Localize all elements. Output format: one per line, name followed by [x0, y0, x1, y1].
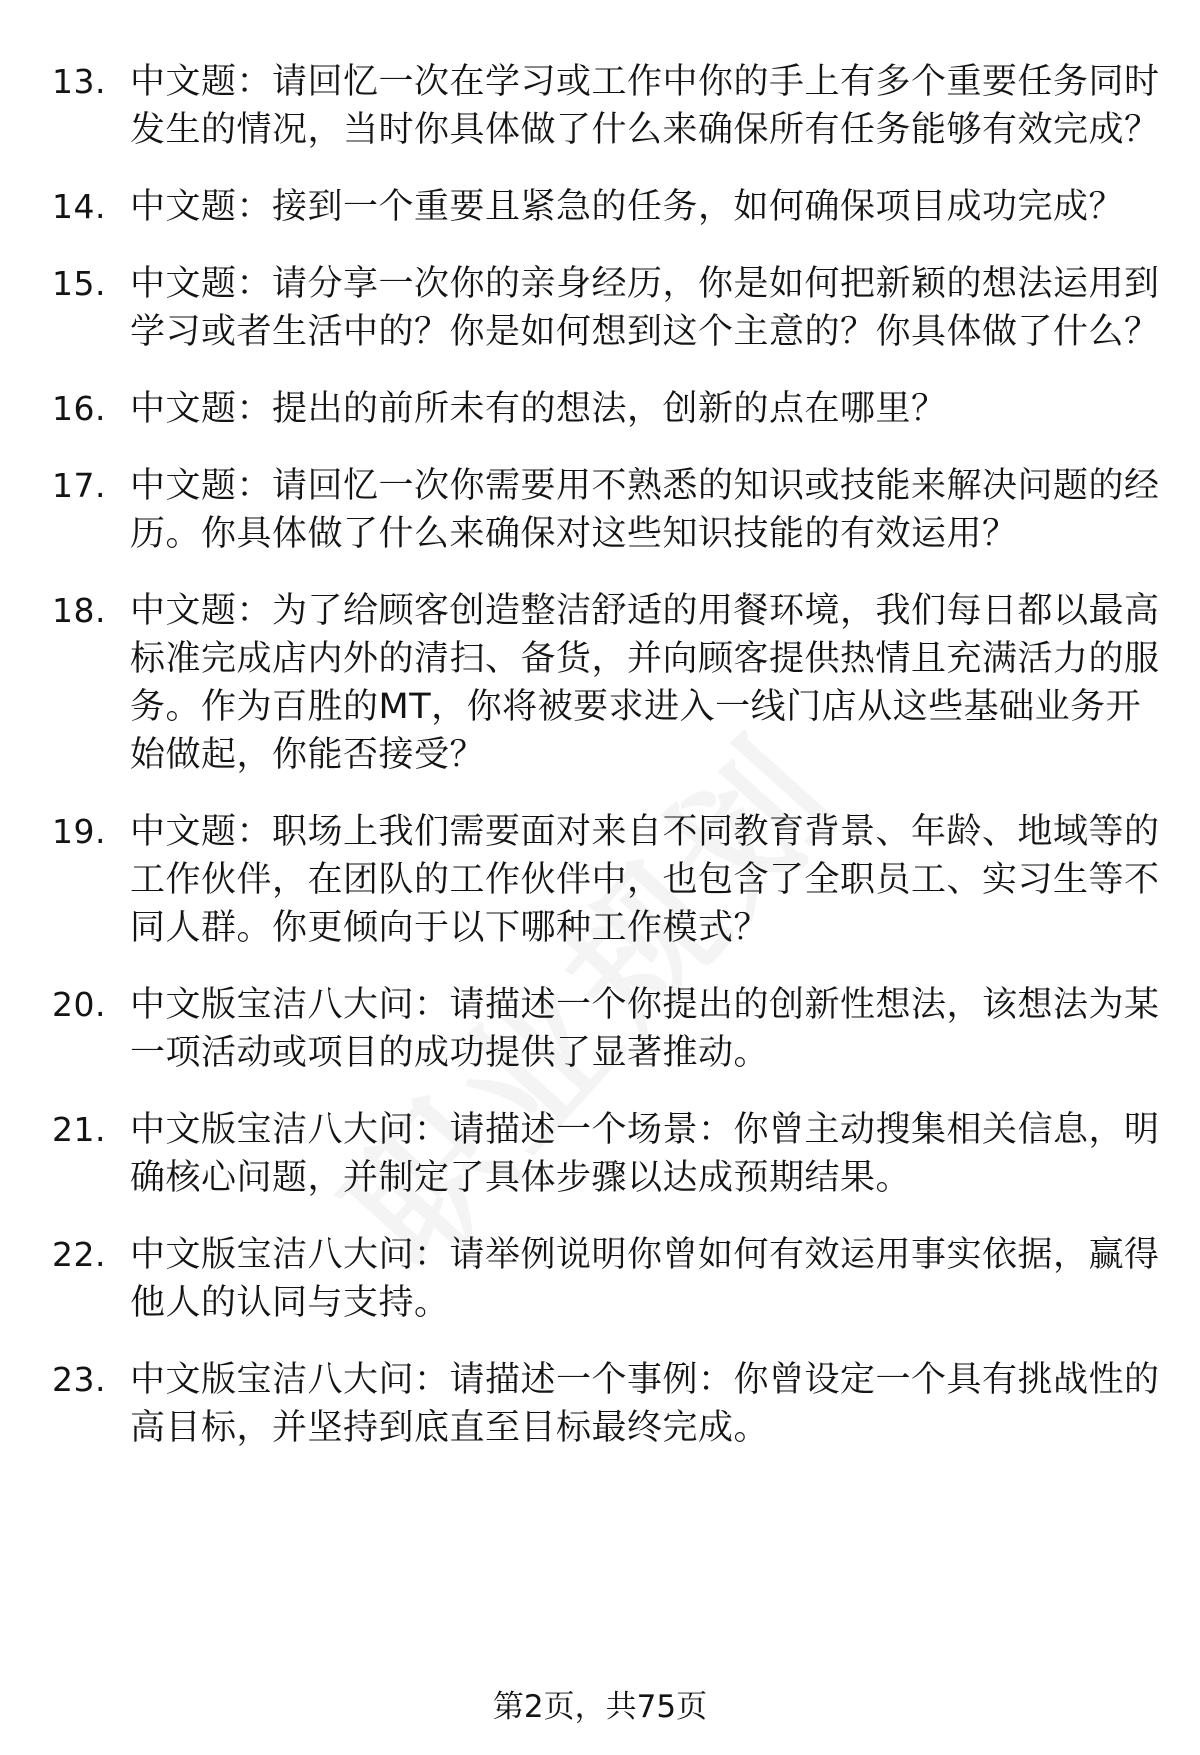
question-number: 14.	[52, 187, 106, 226]
question-text: 中文题：接到一个重要且紧急的任务，如何确保项目成功完成？	[130, 187, 1125, 227]
question-text: 中文版宝洁八大问：请举例说明你曾如何有效运用事实依据，赢得他人的认同与支持。	[130, 1235, 1160, 1323]
question-item-22	[0, 1231, 1200, 1327]
question-number: 17.	[52, 466, 106, 505]
page-number-label: 第2页，共75页	[492, 1689, 708, 1725]
question-number: 19.	[52, 812, 106, 851]
question-list	[0, 58, 1200, 1481]
question-item-18	[0, 587, 1200, 779]
question-number: 20.	[52, 985, 106, 1024]
question-item-17	[0, 462, 1200, 558]
question-number: 23.	[52, 1360, 106, 1399]
question-number: 13.	[52, 62, 106, 101]
question-item-14	[0, 183, 1200, 231]
question-text: 中文题：请分享一次你的亲身经历，你是如何把新颖的想法运用到学习或者生活中的？你是如何想到这个主意的？你具体做了什么？	[130, 264, 1160, 352]
question-item-23	[0, 1356, 1200, 1452]
question-text: 中文题：为了给顾客创造整洁舒适的用餐环境，我们每日都以最高标准完成店内外的清扫、备货，并向顾客提供热情且充满活力的服务。作为百胜的MT，你将被要求进入一线门店从这些基础业务开始做起，你能否接受？	[130, 591, 1160, 775]
question-text: 中文题：请回忆一次在学习或工作中你的手上有多个重要任务同时发生的情况，当时你具体做了什么来确保所有任务能够有效完成？	[130, 62, 1160, 150]
question-text: 中文题：请回忆一次你需要用不熟悉的知识或技能来解决问题的经历。你具体做了什么来确保对这些知识技能的有效运用？	[130, 466, 1160, 554]
question-number: 21.	[52, 1110, 106, 1149]
question-number: 16.	[52, 389, 106, 428]
question-text: 中文版宝洁八大问：请描述一个事例：你曾设定一个具有挑战性的高目标，并坚持到底直至目标最终完成。	[130, 1360, 1160, 1448]
question-item-19	[0, 808, 1200, 952]
question-number: 22.	[52, 1235, 106, 1274]
question-item-20	[0, 981, 1200, 1077]
question-number: 18.	[52, 591, 106, 630]
question-number: 15.	[52, 264, 106, 303]
page-footer	[0, 1687, 1200, 1727]
question-text: 中文题：提出的前所未有的想法，创新的点在哪里？	[130, 389, 947, 429]
question-item-13	[0, 58, 1200, 154]
question-item-15	[0, 260, 1200, 356]
question-item-16	[0, 385, 1200, 433]
question-text: 中文题：职场上我们需要面对来自不同教育背景、年龄、地域等的工作伙伴，在团队的工作伙伴中，也包含了全职员工、实习生等不同人群。你更倾向于以下哪种工作模式？	[130, 812, 1160, 948]
question-item-21	[0, 1106, 1200, 1202]
question-text: 中文版宝洁八大问：请描述一个场景：你曾主动搜集相关信息，明确核心问题，并制定了具体步骤以达成预期结果。	[130, 1110, 1160, 1198]
question-text: 中文版宝洁八大问：请描述一个你提出的创新性想法，该想法为某一项活动或项目的成功提供了显著推动。	[130, 985, 1160, 1073]
